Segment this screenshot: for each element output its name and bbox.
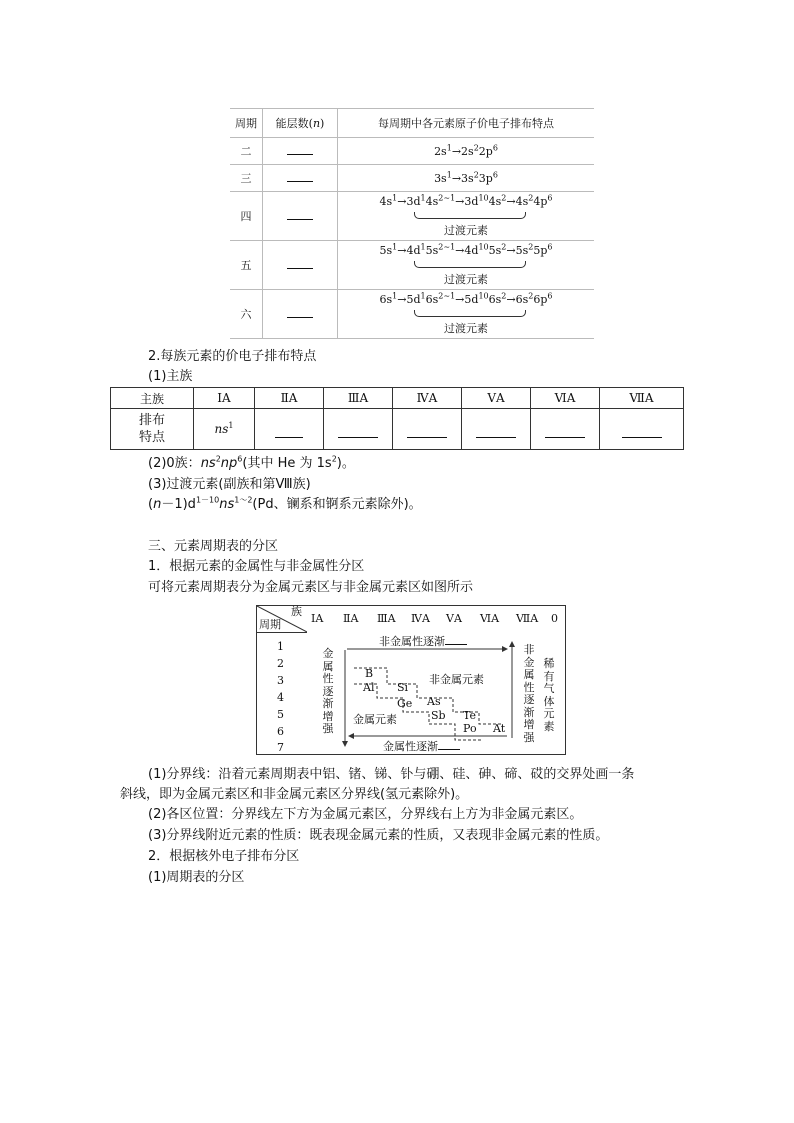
config-cell: $4s^1\to 3d^14s^{2\sim 1}\to 3d^{10}4s^2\to 4s^24p^6$ 过渡元素: [338, 192, 595, 241]
diag-group: 0: [551, 612, 558, 625]
answer-blank: [622, 425, 662, 438]
period-cell: 四: [230, 192, 263, 241]
sub2-item: (1)周期表的分区: [148, 870, 245, 885]
element-Si: Si: [397, 681, 409, 694]
paragraph-properties: (3)分界线附近元素的性质：既表现金属元素的性质，又表现非金属元素的性质。: [148, 828, 609, 843]
diag-group: ⅠA: [311, 612, 324, 625]
group-header: ⅢA: [324, 388, 393, 409]
main-group-label: (1)主族: [148, 369, 193, 384]
answer-blank: [407, 425, 447, 438]
sub1-desc: 可将元素周期表分为金属元素区与非金属元素区如图所示: [148, 580, 474, 595]
diag-period: 4: [277, 691, 284, 704]
blank-cell: [263, 138, 338, 165]
blank-cell: [324, 409, 393, 450]
diag-period: 6: [277, 725, 284, 738]
blank-cell: [263, 192, 338, 241]
row-label-line2: 特点: [138, 430, 165, 445]
blank-cell: [255, 409, 324, 450]
element-Sb: Sb: [431, 709, 446, 722]
main-group-table: [110, 387, 684, 450]
config-ns1: $ns^1$: [194, 409, 255, 450]
blank-cell: [263, 165, 338, 192]
diag-group: ⅡA: [343, 612, 359, 625]
config-cell: $5s^1\to 4d^15s^{2\sim 1}\to 4d^{10}5s^2\to 5s^25p^6$ 过渡元素: [338, 241, 595, 290]
diag-group: ⅥA: [480, 612, 500, 625]
transition-label: 过渡元素: [444, 321, 488, 335]
group-header: ⅤA: [462, 388, 531, 409]
element-Ge: Ge: [397, 697, 413, 710]
group-header: ⅣA: [393, 388, 462, 409]
diag-group: ⅦA: [516, 612, 539, 625]
answer-blank: [545, 425, 585, 438]
answer-blank: [287, 258, 313, 269]
brace-mark: [414, 212, 526, 219]
group-header: ⅦA: [600, 388, 684, 409]
group-header: ⅠA: [194, 388, 255, 409]
paragraph-regions: (2)各区位置：分界线左下方为金属元素区，分界线右上方为非金属元素区。: [148, 807, 583, 822]
blank-cell: [531, 409, 600, 450]
element-B: B: [365, 667, 374, 680]
header-period: 周期: [230, 109, 263, 138]
noble-gas-label: 稀有气体元素: [543, 657, 555, 733]
answer-blank: [287, 144, 313, 155]
answer-blank: [476, 425, 516, 438]
element-Te: Te: [463, 709, 476, 722]
corner-period-label: 周期: [259, 618, 281, 631]
transition-label: 过渡元素: [444, 223, 488, 237]
answer-blank: [338, 425, 378, 438]
sub2-title: 2．根据核外电子排布分区: [148, 849, 300, 864]
header-shell-count: 能层数(n): [263, 109, 338, 138]
period-cell: 三: [230, 165, 263, 192]
group-header: ⅥA: [531, 388, 600, 409]
period-cell: 二: [230, 138, 263, 165]
paragraph-boundary: (1)分界线：沿着元素周期表中铝、锗、锑、钋与硼、硅、砷、碲、砹的交界处画一条: [148, 767, 635, 782]
period-cell: 六: [230, 290, 263, 339]
answer-blank: [287, 209, 313, 220]
diag-group: ⅣA: [411, 612, 430, 625]
transition-label: 过渡元素: [444, 272, 488, 286]
diagram-arrows: [257, 606, 567, 756]
diag-period: 2: [277, 657, 284, 670]
section2-title: 2.每族元素的价电子排布特点: [148, 349, 317, 364]
brace-mark: [414, 310, 526, 317]
config-cell: $2s^1\to 2s^22p^6$: [338, 138, 595, 165]
period-cell: 五: [230, 241, 263, 290]
config-cell: $6s^1\to 5d^16s^{2\sim 1}\to 5d^{10}6s^2\to 6s^26p^6$ 过渡元素: [338, 290, 595, 339]
group-header: ⅡA: [255, 388, 324, 409]
diag-group: ⅤA: [446, 612, 462, 625]
blank-cell: [462, 409, 531, 450]
group0-text: (2)0族：$ns^2np^6$(其中 He 为 $1s^2$)。: [148, 454, 355, 471]
diag-period: 1: [277, 640, 284, 653]
answer-blank: [275, 425, 303, 438]
period-config-table: [230, 108, 594, 339]
transition-title: (3)过渡元素(副族和第Ⅷ族): [148, 477, 311, 492]
diag-period: 5: [277, 708, 284, 721]
header-config: 每周期中各元素原子价电子排布特点: [338, 109, 595, 138]
bottom-arrow-label: 金属性逐渐: [383, 740, 460, 753]
element-At: At: [493, 722, 506, 735]
blank-cell: [263, 241, 338, 290]
brace-mark: [414, 261, 526, 268]
row-label: [111, 409, 194, 450]
blank-cell: [393, 409, 462, 450]
element-Al: Al: [363, 681, 375, 694]
element-As: As: [427, 695, 441, 708]
blank-cell: [600, 409, 684, 450]
periodic-region-diagram: [256, 605, 566, 755]
sub1-title: 1．根据元素的金属性与非金属性分区: [148, 559, 365, 574]
diag-period: 3: [277, 674, 284, 687]
diag-period: 7: [277, 741, 284, 754]
nonmetal-region-label: 非金属元素: [429, 673, 484, 686]
right-vertical-label: 非金属性逐渐增强: [523, 643, 535, 744]
header-main-group: 主族: [111, 388, 194, 409]
element-Po: Po: [463, 722, 477, 735]
answer-blank: [287, 307, 313, 318]
paragraph-boundary-cont: 斜线，即为金属元素区和非金属元素区分界线(氢元素除外)。: [120, 787, 469, 802]
answer-blank: [287, 171, 313, 182]
config-cell: $3s^1\to 3s^23p^6$: [338, 165, 595, 192]
metal-region-label: 金属元素: [353, 713, 397, 726]
row-label-line1: 排布: [138, 413, 165, 428]
blank-cell: [263, 290, 338, 339]
corner-group-label: 族: [291, 605, 302, 618]
diag-group: ⅢA: [377, 612, 396, 625]
section3-title: 三、元素周期表的分区: [148, 539, 279, 554]
left-vertical-label: 金属性逐渐增强: [322, 647, 334, 735]
transition-config: $(n-1)d^{1-10}ns^{1\sim 2}(Pd$、镧系和锕系元素除外)。: [148, 495, 422, 512]
top-arrow-label: 非金属性逐渐: [379, 635, 467, 648]
